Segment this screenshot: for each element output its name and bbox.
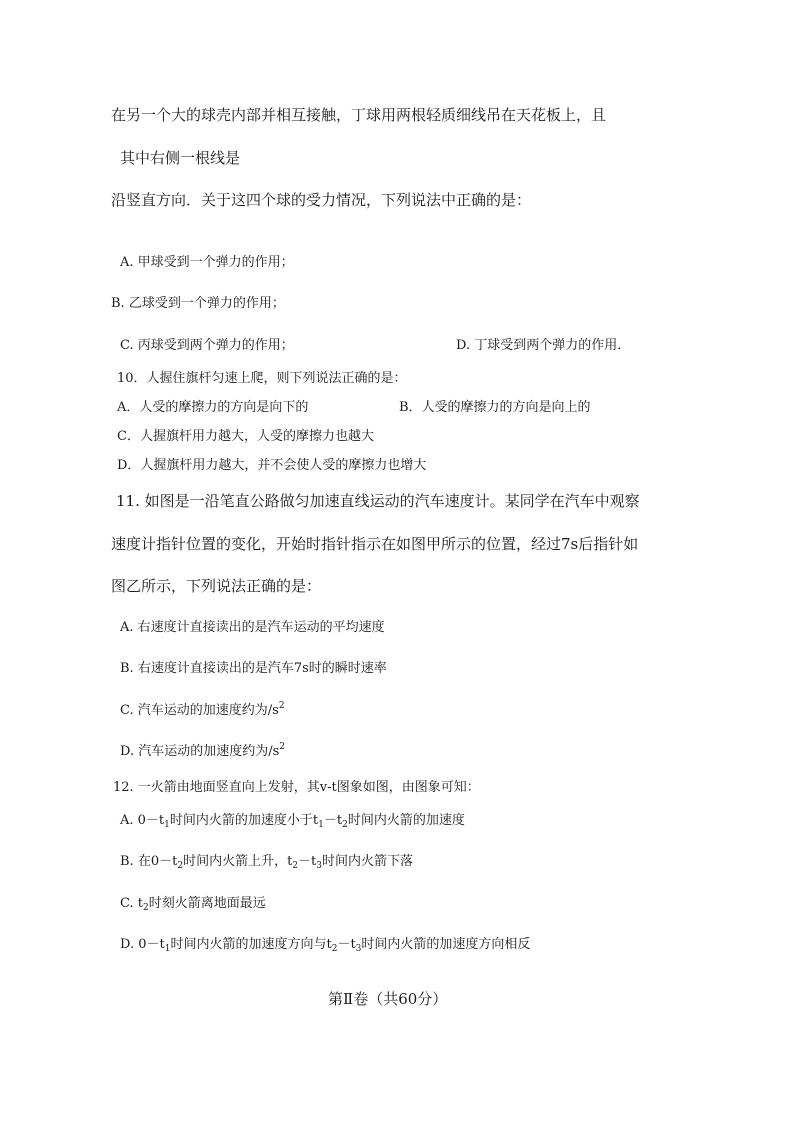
intro-option-b: B. 乙球受到一个弹力的作用； [111,296,285,311]
q10-option-a: A．人受的摩擦力的方向是向下的 [117,400,309,415]
q11-stem-line-1: 11. 如图是一沿笔直公路做匀加速直线运动的汽车速度计。某同学在汽车中观察 [116,492,640,510]
intro-option-c: C. 丙球受到两个弹力的作用； [120,338,294,353]
intro-line-3: 沿竖直方向．关于这四个球的受力情况，下列说法中正确的是： [111,191,532,209]
q10-option-b: B．人受的摩擦力的方向是向上的 [399,400,591,415]
q12-option-b: B. 在$0-t_2$时间内火箭上升，$t_2-t_3$时间内火箭下落 [120,854,414,871]
q11-stem-line-3: 图乙所示，下列说法正确的是： [111,577,322,595]
intro-line-1: 在另一个大的球壳内部并相互接触，丁球用两根轻质细线吊在天花板上，且 [111,106,607,124]
q12-stem: 12. 一火箭由地面竖直向上发射，其v-t图象如图，由图象可知： [113,780,480,795]
intro-line-2: 其中右侧一根线是 [120,149,241,167]
q12-option-d: D. $0-t_1$时间内火箭的加速度方向与$t_2-t_3$时间内火箭的加速度方向相反 [120,937,531,954]
q11-option-a: A. 右速度计直接读出的是汽车运动的平均速度 [120,620,385,635]
section-title: 第Ⅱ卷（共60分） [328,990,448,1008]
q12-option-c: C. $t_2$时刻火箭离地面最远 [120,896,266,913]
q11-option-b: B. 右速度计直接读出的是汽车7s时的瞬时速率 [120,661,387,676]
q10-stem: 10．人握住旗杆匀速上爬，则下列说法正确的是： [117,371,407,386]
intro-option-d: D. 丁球受到两个弹力的作用． [456,338,631,353]
q12-option-a: A. $0-t_1$时间内火箭的加速度小于$t_1-t_2$时间内火箭的加速度 [120,813,465,830]
q10-option-d: D．人握旗杆用力越大，并不会使人受的摩擦力也增大 [117,458,427,473]
intro-option-a: A. 甲球受到一个弹力的作用； [120,255,294,270]
q11-option-c: C. 汽车运动的加速度约为$/s^2$ [120,701,285,718]
q11-option-d: D. 汽车运动的加速度约为$/s^2$ [120,742,286,759]
q10-option-c: C．人握旗杆用力越大，人受的摩擦力也越大 [117,429,374,444]
q11-stem-line-2: 速度计指针位置的变化，开始时指针指示在如图甲所示的位置，经过7s后指针如 [111,535,639,553]
